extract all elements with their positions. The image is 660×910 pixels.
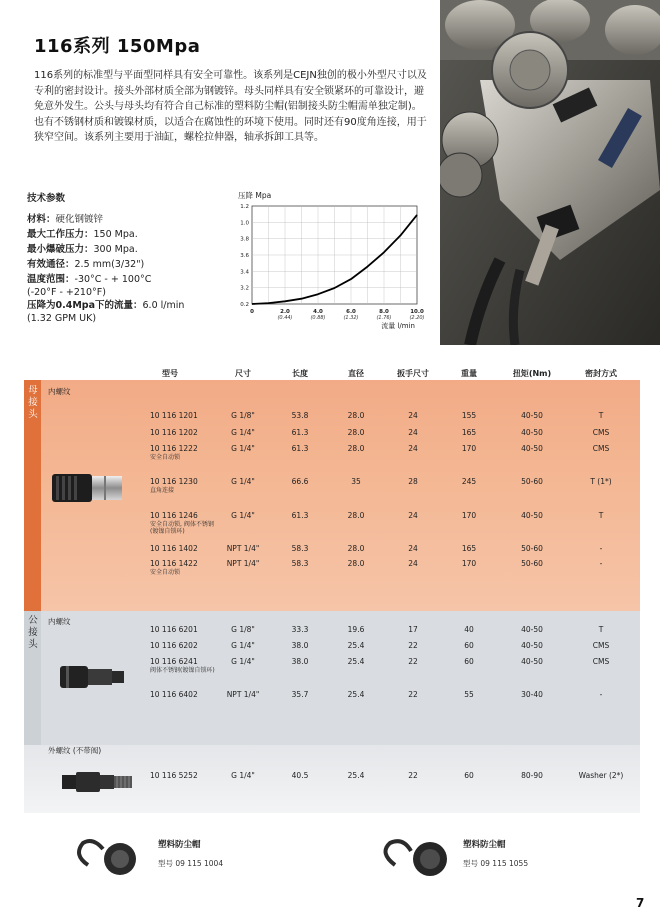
chart-y-tick: 1.2 <box>240 204 249 210</box>
burst-value: 300 Mpa. <box>93 244 138 255</box>
model-cell: 10 116 6241 <box>150 657 198 666</box>
length-cell: 66.6 <box>291 477 309 486</box>
model-cell: 10 116 1202 <box>150 428 198 437</box>
torque-cell: 40-50 <box>521 657 543 666</box>
wrench-cell: 22 <box>408 771 418 780</box>
chart-y-tick: 3.8 <box>240 236 249 243</box>
model-cell: 10 116 5252 <box>150 771 198 780</box>
weight-cell: 165 <box>461 428 477 437</box>
length-cell: 61.3 <box>291 428 309 437</box>
female-side-label: 母 接 头 <box>28 385 38 420</box>
seal-cell: Washer (2*) <box>578 771 624 780</box>
length-cell: 61.3 <box>291 444 309 453</box>
row-note: 安全自动锁 <box>150 569 181 576</box>
diameter-cell: 25.4 <box>347 771 365 780</box>
wrench-cell: 24 <box>408 444 418 453</box>
model-cell: 10 116 1222 <box>150 444 198 453</box>
seal-cell: T (1*) <box>590 477 612 486</box>
chart-x-tick: 0 <box>250 309 254 315</box>
size-cell: G 1/8" <box>231 411 255 420</box>
dust-cap-2-title: 塑料防尘帽 <box>463 840 506 850</box>
row-note: 直角连接 <box>150 487 175 494</box>
male-side-label: 公 接 头 <box>28 615 38 650</box>
wrench-cell: 24 <box>408 559 418 568</box>
bore-label: 有效通径： <box>27 259 75 270</box>
dust-cap-icon-2 <box>375 835 455 885</box>
row-note: 安全自动锁, 阀体不锈钢 (镀镍自锁环) <box>150 521 214 535</box>
chart-y-tick: 3.6 <box>240 253 249 259</box>
torque-cell: 40-50 <box>521 511 543 520</box>
chart-svg <box>232 186 442 336</box>
model-cell: 10 116 1402 <box>150 544 198 553</box>
material-value: 硬化钢镀锌 <box>55 214 104 225</box>
diameter-cell: 25.4 <box>347 641 365 650</box>
torque-cell: 40-50 <box>521 411 543 420</box>
col-header-weight: 重量 <box>461 369 477 378</box>
diameter-cell: 28.0 <box>347 511 365 520</box>
seal-cell: CMS <box>592 444 610 453</box>
length-cell: 38.0 <box>291 657 309 666</box>
model-cell: 10 116 1422 <box>150 559 198 568</box>
model-cell: 10 116 1246 <box>150 511 198 520</box>
length-cell: 38.0 <box>291 641 309 650</box>
length-cell: 33.3 <box>291 625 309 634</box>
weight-cell: 60 <box>464 657 474 666</box>
length-cell: 61.3 <box>291 511 309 520</box>
wrench-cell: 24 <box>408 511 418 520</box>
torque-cell: 40-50 <box>521 428 543 437</box>
diameter-cell: 25.4 <box>347 657 365 666</box>
diameter-cell: 19.6 <box>347 625 365 634</box>
chart-x-tick: 2.0 <box>280 309 290 315</box>
torque-cell: 50-60 <box>521 477 543 486</box>
temp-label: 温度范围： <box>27 274 75 285</box>
seal-cell: T <box>598 625 604 634</box>
size-cell: G 1/4" <box>231 641 255 650</box>
model-cell: 10 116 6202 <box>150 641 198 650</box>
male-coupling-icon <box>58 660 128 694</box>
seal-cell: T <box>598 411 604 420</box>
torque-cell: 80-90 <box>521 771 543 780</box>
diameter-cell: 28.0 <box>347 428 365 437</box>
length-cell: 35.7 <box>291 690 309 699</box>
weight-cell: 170 <box>461 511 477 520</box>
external-thread-coupling-icon <box>60 767 140 797</box>
chart-y-tick: 3.2 <box>240 285 249 292</box>
size-cell: G 1/4" <box>231 771 255 780</box>
temp-value-f: (-20°F - +210°F) <box>27 287 106 298</box>
size-cell: G 1/4" <box>231 428 255 437</box>
diameter-cell: 28.0 <box>347 444 365 453</box>
dust-cap-1-number: 型号 09 115 1004 <box>158 859 224 868</box>
col-header-torque: 扭矩(Nm) <box>512 369 552 378</box>
col-header-length: 长度 <box>292 369 308 378</box>
flow-label: 压降为0.4Mpa下的流量： <box>27 300 143 311</box>
size-cell: G 1/4" <box>231 477 255 486</box>
weight-cell: 60 <box>464 641 474 650</box>
model-cell: 10 116 6402 <box>150 690 198 699</box>
page-number: 7 <box>636 896 645 910</box>
wrench-cell: 24 <box>408 428 418 437</box>
pressure-drop-chart <box>232 186 442 336</box>
diameter-cell: 28.0 <box>347 544 365 553</box>
weight-cell: 165 <box>461 544 477 553</box>
wrench-cell: 24 <box>408 544 418 553</box>
wrench-cell: 24 <box>408 411 418 420</box>
dust-cap-1-title: 塑料防尘帽 <box>158 840 201 850</box>
bore-value: 2.5 mm(3/32") <box>74 259 145 270</box>
row-note: 安全自动锁 <box>150 454 181 461</box>
seal-cell: CMS <box>592 641 610 650</box>
specs-heading: 技术参数 <box>27 193 66 204</box>
seal-cell: - <box>599 559 603 568</box>
torque-cell: 50-60 <box>521 544 543 553</box>
flow-value: 6.0 l/min <box>142 300 185 311</box>
col-header-model: 型号 <box>162 369 178 378</box>
torque-cell: 30-40 <box>521 690 543 699</box>
dust-cap-2-number: 型号 09 115 1055 <box>463 859 529 868</box>
weight-cell: 245 <box>461 477 477 486</box>
torque-cell: 50-60 <box>521 559 543 568</box>
model-cell: 10 116 1230 <box>150 477 198 486</box>
chart-x-tick-secondary: (1.76) <box>376 315 392 321</box>
chart-x-label: 流量 l/min <box>381 322 415 330</box>
torque-cell: 40-50 <box>521 641 543 650</box>
weight-cell: 170 <box>461 444 477 453</box>
seal-cell: CMS <box>592 657 610 666</box>
chart-x-tick-secondary: (0.88) <box>310 315 326 321</box>
material-label: 材料： <box>27 214 56 225</box>
male-sub-label: 内螺纹 <box>48 617 71 626</box>
chart-x-tick: 10.0 <box>410 309 424 315</box>
chart-x-tick: 6.0 <box>346 309 356 315</box>
length-cell: 58.3 <box>291 559 309 568</box>
size-cell: G 1/4" <box>231 511 255 520</box>
dust-cap-icon-1 <box>68 835 148 885</box>
product-photo <box>440 0 660 345</box>
length-cell: 58.3 <box>291 544 309 553</box>
length-cell: 53.8 <box>291 411 309 420</box>
female-sub-label: 内螺纹 <box>48 387 71 396</box>
max-pressure-value: 150 Mpa. <box>93 229 138 240</box>
chart-x-tick: 4.0 <box>313 309 323 315</box>
page-title: 116系列 150Mpa <box>34 36 201 57</box>
chart-x-tick-secondary: (0.44) <box>277 315 293 321</box>
size-cell: G 1/4" <box>231 657 255 666</box>
hydraulic-wrench-image <box>440 0 660 345</box>
max-pressure-label: 最大工作压力： <box>27 229 94 240</box>
size-cell: G 1/4" <box>231 444 255 453</box>
weight-cell: 170 <box>461 559 477 568</box>
model-cell: 10 116 1201 <box>150 411 198 420</box>
wrench-cell: 22 <box>408 690 418 699</box>
seal-cell: - <box>599 544 603 553</box>
chart-y-tick: 1.0 <box>240 220 249 227</box>
wrench-cell: 28 <box>408 477 418 486</box>
weight-cell: 40 <box>464 625 474 634</box>
col-header-diameter: 直径 <box>348 369 364 378</box>
torque-cell: 40-50 <box>521 444 543 453</box>
wrench-cell: 22 <box>408 641 418 650</box>
external-sub-label: 外螺纹 (不带阀) <box>48 746 102 755</box>
flow-value-uk: (1.32 GPM UK) <box>27 313 97 324</box>
size-cell: NPT 1/4" <box>226 559 260 568</box>
weight-cell: 60 <box>464 771 474 780</box>
chart-x-tick-secondary: (1.32) <box>343 315 359 321</box>
diameter-cell: 28.0 <box>347 559 365 568</box>
temp-value: -30°C - + 100°C <box>74 274 152 285</box>
chart-x-tick: 8.0 <box>379 309 389 315</box>
wrench-cell: 22 <box>408 657 418 666</box>
seal-cell: CMS <box>592 428 610 437</box>
seal-cell: - <box>599 690 603 699</box>
weight-cell: 155 <box>461 411 477 420</box>
chart-x-tick-secondary: (2.20) <box>409 315 425 321</box>
diameter-cell: 35 <box>351 477 361 486</box>
chart-y-tick: 3.4 <box>240 269 249 276</box>
burst-label: 最小爆破压力： <box>27 244 94 255</box>
col-header-seal: 密封方式 <box>585 369 617 378</box>
col-header-wrench: 扳手尺寸 <box>397 369 429 378</box>
chart-y-tick: 0.2 <box>240 302 249 308</box>
intro-paragraph: 116系列的标准型与平面型同样具有安全可靠性。该系列是CEJN独创的极小外型尺寸以及专利的密封设计。接头外部材质全部为钢镀锌。母头同样具有安全锁紧环的可靠设计，避免意外发生。公头与母头均有符合自己标准的塑料防尘帽(铝制接头防尘帽需单独定制)。也有不锈钢材质和镀镍材质，以适合在腐蚀性的环境下使用。同时还有90度角连接，用于狭窄空间。该系列主要用于油缸，螺栓拉伸器，轴承拆卸工具等。 <box>34 70 427 143</box>
length-cell: 40.5 <box>291 771 309 780</box>
seal-cell: T <box>598 511 604 520</box>
technical-specs <box>27 191 227 324</box>
torque-cell: 40-50 <box>521 625 543 634</box>
size-cell: NPT 1/4" <box>226 690 260 699</box>
model-cell: 10 116 6201 <box>150 625 198 634</box>
diameter-cell: 28.0 <box>347 411 365 420</box>
size-cell: NPT 1/4" <box>226 544 260 553</box>
female-coupling-icon <box>50 468 130 508</box>
size-cell: G 1/8" <box>231 625 255 634</box>
col-header-size: 尺寸 <box>235 369 251 378</box>
row-note: 阀体不锈钢(镀镍自锁环) <box>150 667 215 674</box>
wrench-cell: 17 <box>408 625 418 634</box>
diameter-cell: 25.4 <box>347 690 365 699</box>
weight-cell: 55 <box>464 690 474 699</box>
chart-y-label: 压降 Mpa <box>238 191 272 200</box>
